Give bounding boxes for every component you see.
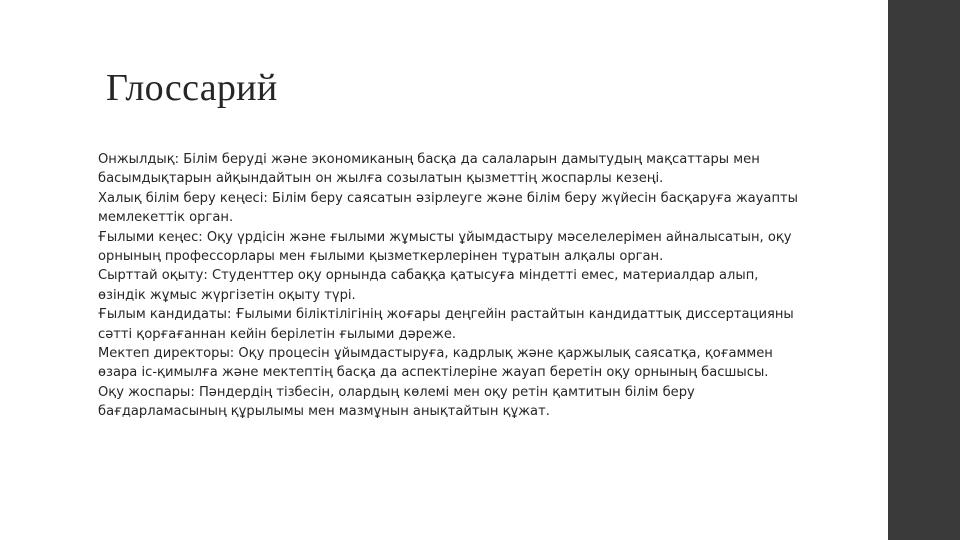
glossary-body bbox=[98, 150, 798, 422]
glossary-entry: Халық білім беру кеңесі: Білім беру саясатын әзірлеуге және білім беру жүйесін басқаруға жауапты мемлекеттік орган. bbox=[98, 190, 798, 226]
glossary-entry: Оқу жоспары: Пәндердің тізбесін, олардың көлемі мен оқу ретін қамтитын білім беру бағдарламасының құрылымы мен мазмұнын анықтайтын құжат. bbox=[98, 384, 695, 420]
glossary-entry: Сырттай оқыту: Студенттер оқу орнында сабаққа қатысуға міндетті емес, материалдар алып, өзіндік жұмыс жүргізетін оқыту түрі. bbox=[98, 268, 759, 303]
glossary-entry: Онжылдық: Білім беруді және экономиканың басқа да салаларын дамытудың мақсаттары мен басымдықтарын айқындайтын он жылға созылатын қызметтің жоспарлы кезеңі. bbox=[98, 152, 760, 187]
glossary-entry: Ғылыми кеңес: Оқу үрдісін және ғылыми жұмысты ұйымдастыру мәселелерімен айналысатын, оқу орнының профессорлары мен ғылыми қызметкерлерінен тұратын алқалы орган. bbox=[98, 229, 792, 265]
glossary-entry: Мектеп директоры: Оқу процесін ұйымдастыруға, кадрлық және қаржылық саясатқа, қоғаммен өзара іс-қимылға және мектептің басқа да аспектілеріне жауап беретін оқу орнының басшысы. bbox=[98, 346, 773, 381]
decorative-side-strip bbox=[888, 0, 960, 540]
glossary-entry: Ғылым кандидаты: Ғылыми біліктілігінің жоғары деңгейін растайтын кандидаттық диссертацияны сәтті қорғағаннан кейін берілетін ғылыми дәреже. bbox=[98, 307, 794, 342]
slide-title: Глоссарий bbox=[106, 67, 278, 109]
